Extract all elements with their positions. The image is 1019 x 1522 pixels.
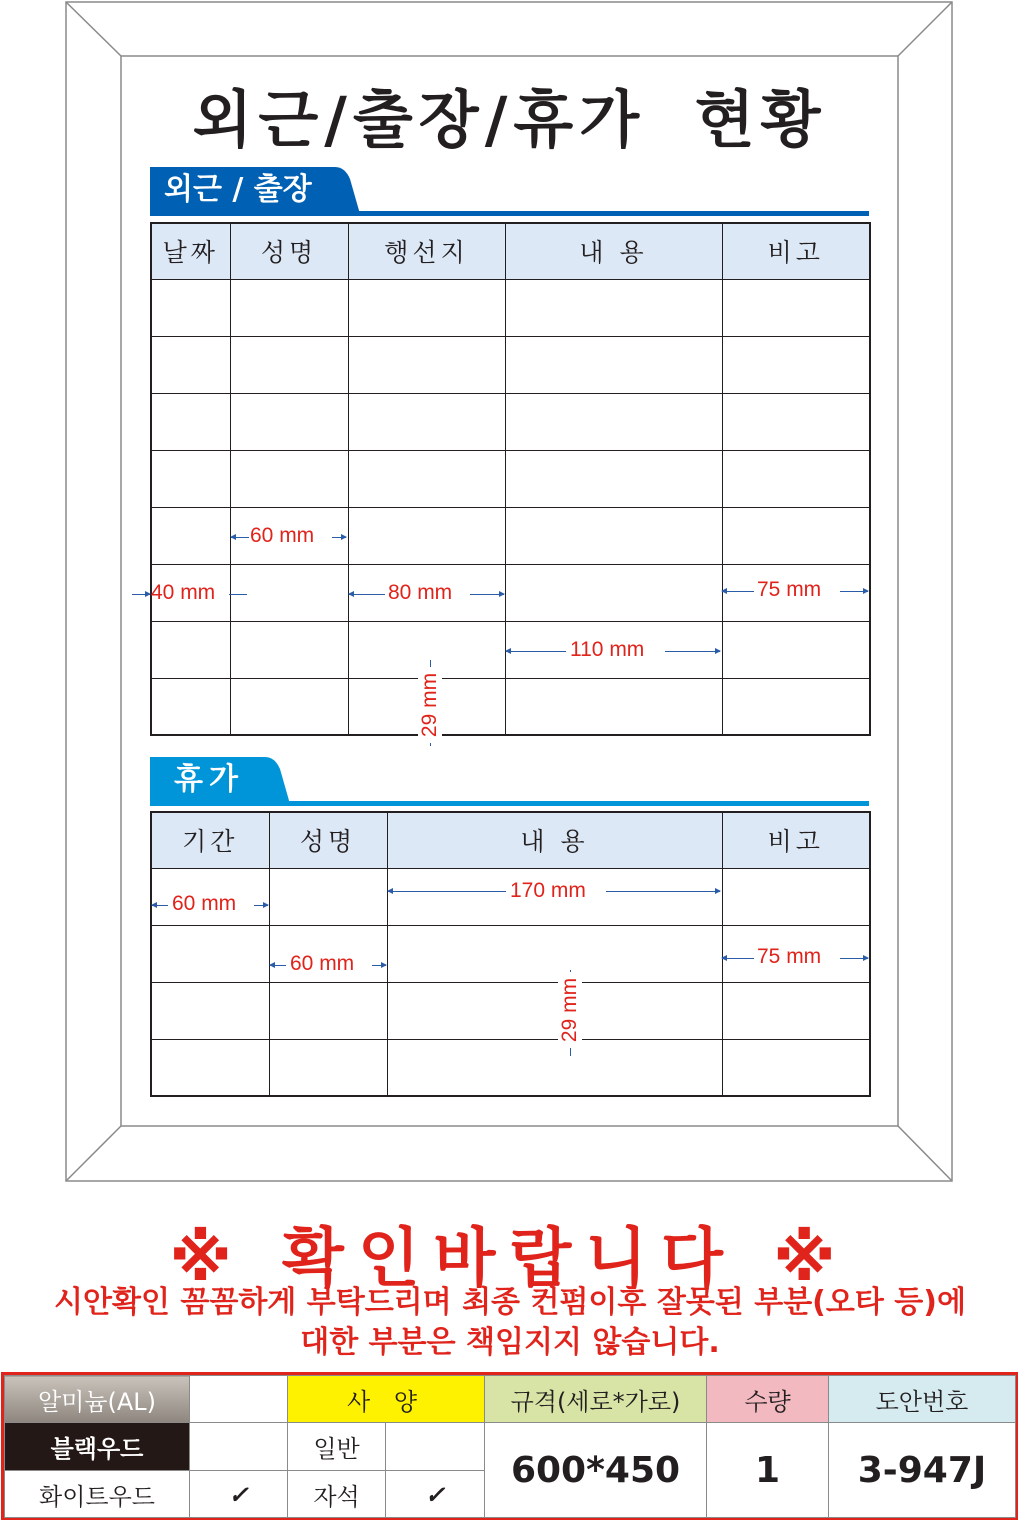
blackwood-check	[190, 1423, 288, 1471]
size-header: 규격(세로*가로)	[485, 1376, 707, 1423]
dim-date-width: 40 mm	[151, 581, 216, 604]
dim-content-width: 110 mm	[570, 638, 645, 661]
section1-label: 외근 / 출장	[164, 172, 312, 207]
header-content: 내 용	[505, 223, 722, 279]
dim-line	[665, 651, 720, 652]
header-content: 내 용	[387, 812, 722, 868]
order-info-table	[1, 1372, 1018, 1520]
dim-row-height: 29 mm	[558, 972, 582, 1048]
dim-period-width: 60 mm	[172, 892, 237, 915]
notice-body	[20, 1283, 1000, 1363]
section1-table	[150, 222, 871, 736]
table-row	[151, 1039, 870, 1096]
spec-header: 사 양	[288, 1376, 485, 1423]
dim-note-width: 75 mm	[757, 578, 822, 601]
section2-underline	[150, 801, 869, 806]
section1-underline	[150, 211, 869, 216]
header-period: 기간	[151, 812, 269, 868]
dim-line	[349, 594, 385, 595]
header-date: 날짜	[151, 223, 230, 279]
header-note: 비고	[722, 223, 870, 279]
dim-line	[270, 965, 286, 966]
dim-line	[722, 591, 754, 592]
dim-line	[506, 651, 566, 652]
spec-magnet: 자석	[288, 1471, 386, 1518]
spec-normal: 일반	[288, 1423, 386, 1471]
dim-line	[254, 905, 268, 906]
dim-line	[152, 905, 168, 906]
whitewood-check-icon: ✓	[190, 1471, 288, 1518]
table-row	[151, 450, 870, 507]
size-value: 600*450	[485, 1423, 707, 1518]
notice-title: ※ 확인바랍니다 ※	[169, 1222, 850, 1296]
dim-line	[388, 891, 506, 892]
header-note: 비고	[722, 812, 870, 868]
dim-line	[606, 891, 720, 892]
quantity-header: 수량	[707, 1376, 829, 1423]
material-aluminum: 알미늄(AL)	[5, 1376, 190, 1423]
dim-content-width: 170 mm	[510, 879, 586, 902]
dim-note-width: 75 mm	[757, 945, 822, 968]
dim-name-width: 60 mm	[290, 952, 355, 975]
table-row	[151, 279, 870, 336]
normal-check	[386, 1423, 485, 1471]
dim-line	[722, 958, 754, 959]
aluminum-check	[190, 1376, 288, 1423]
dim-line	[840, 958, 868, 959]
design-number-header: 도안번호	[829, 1376, 1016, 1423]
notice-line-1: 시안확인 꼼꼼하게 부탁드리며 최종 컨펌이후 잘못된 부분(오타 등)에	[54, 1285, 966, 1320]
board-title: 외근/출장/휴가 현황	[192, 83, 827, 156]
material-whitewood: 화이트우드	[5, 1471, 190, 1518]
section2-label: 휴가	[174, 762, 244, 797]
quantity-value: 1	[707, 1423, 829, 1518]
material-blackwood: 블랙우드	[5, 1423, 190, 1471]
dim-line	[231, 537, 249, 538]
table-row	[151, 393, 870, 450]
header-destination: 행선지	[348, 223, 505, 279]
header-name: 성명	[230, 223, 348, 279]
dim-destination-width: 80 mm	[388, 581, 453, 604]
header-name: 성명	[269, 812, 387, 868]
dim-line	[132, 594, 150, 595]
dim-line	[470, 594, 504, 595]
dim-line	[332, 537, 346, 538]
dim-line	[372, 965, 386, 966]
magnet-check-icon: ✓	[386, 1471, 485, 1518]
notice-line-2: 대한 부분은 책임지지 않습니다.	[300, 1325, 720, 1360]
dim-row-height: 29 mm	[418, 667, 442, 743]
table-row	[151, 678, 870, 735]
table-row	[151, 336, 870, 393]
table-header-row	[151, 223, 870, 279]
table-row	[151, 982, 870, 1039]
dim-name-width: 60 mm	[250, 524, 315, 547]
table-header-row	[151, 812, 870, 868]
dim-line	[840, 591, 868, 592]
design-number-value: 3-947J	[829, 1423, 1016, 1518]
dim-line	[229, 594, 247, 595]
